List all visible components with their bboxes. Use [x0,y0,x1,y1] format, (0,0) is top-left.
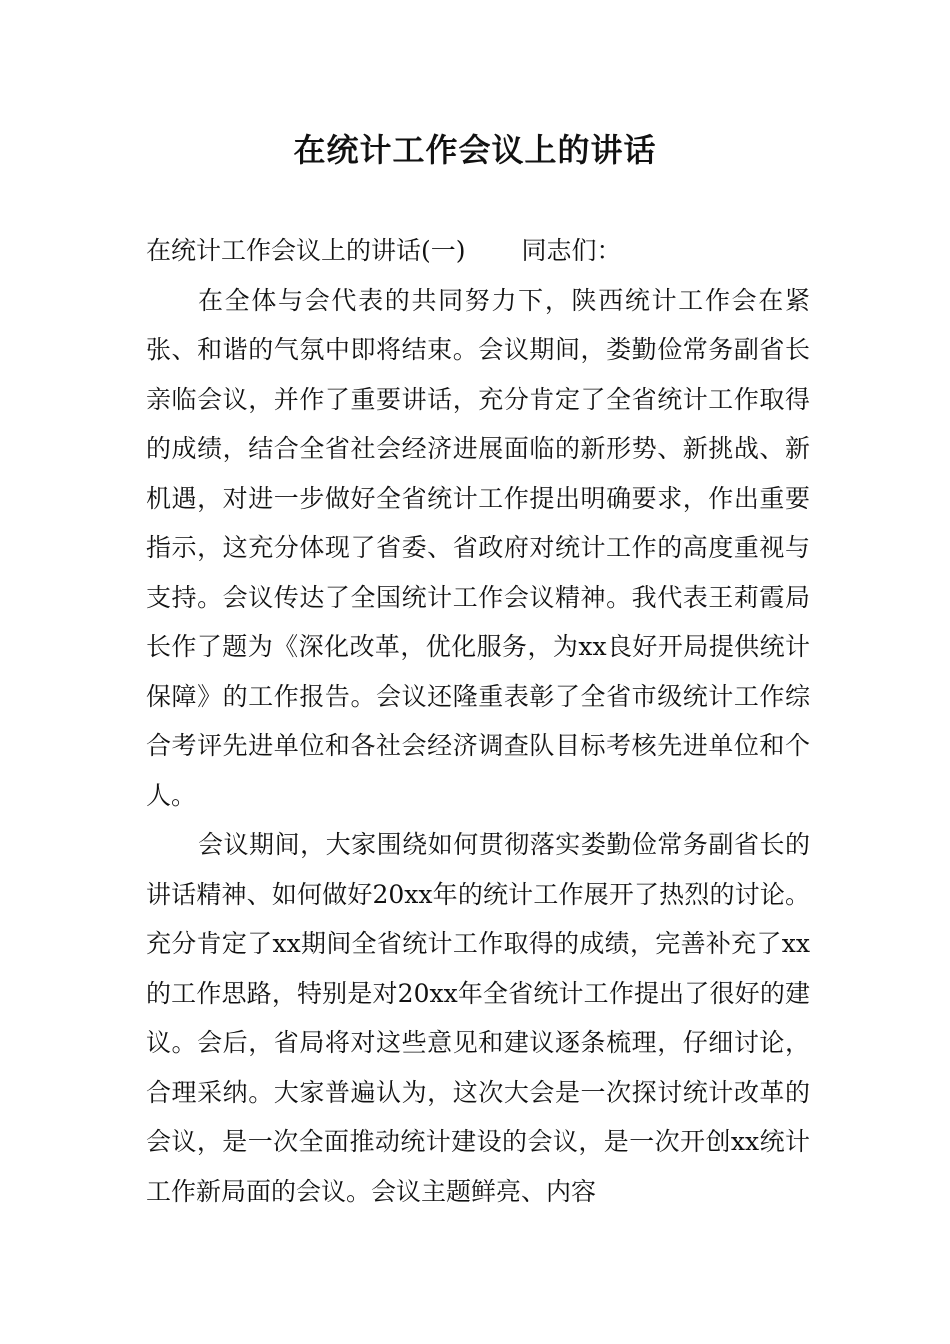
paragraph-1: 在全体与会代表的共同努力下，陕西统计工作会在紧张、和谐的气氛中即将结束。会议期间，娄勤俭常务副省长亲临会议，并作了重要讲话，充分肯定了全省统计工作取得的成绩，结合全省社会经济进展面临的新形势、新挑战、新机遇，对进一步做好全省统计工作提出明确要求，作出重要指示，这充分体现了省委、省政府对统计工作的高度重视与支持。会议传达了全国统计工作会议精神。我代表王莉霞局长作了题为《深化改革，优化服务，为xx良好开局提供统计保障》的工作报告。会议还隆重表彰了全省市级统计工作综合考评先进单位和各社会经济调查队目标考核先进单位和个人。 [146,285,810,810]
document-title: 在统计工作会议上的讲话 [293,131,657,169]
document-body [146,226,810,1216]
speech-heading: 在统计工作会议上的讲话(一) [146,236,466,265]
salutation: 同志们： [521,236,622,265]
lead-line [146,226,810,276]
paragraph-2: 会议期间，大家围绕如何贯彻落实娄勤俭常务副省长的讲话精神、如何做好20xx年的统计工作展开了热烈的讨论。充分肯定了xx期间全省统计工作取得的成绩，完善补充了xx的工作思路，特别是对20xx年全省统计工作提出了很好的建议。会后，省局将对这些意见和建议逐条梳理，仔细讨论，合理采纳。大家普遍认为，这次大会是一次探讨统计改革的会议，是一次全面推动统计建设的会议，是一次开创xx统计工作新局面的会议。会议主题鲜亮、内容 [146,830,810,1206]
